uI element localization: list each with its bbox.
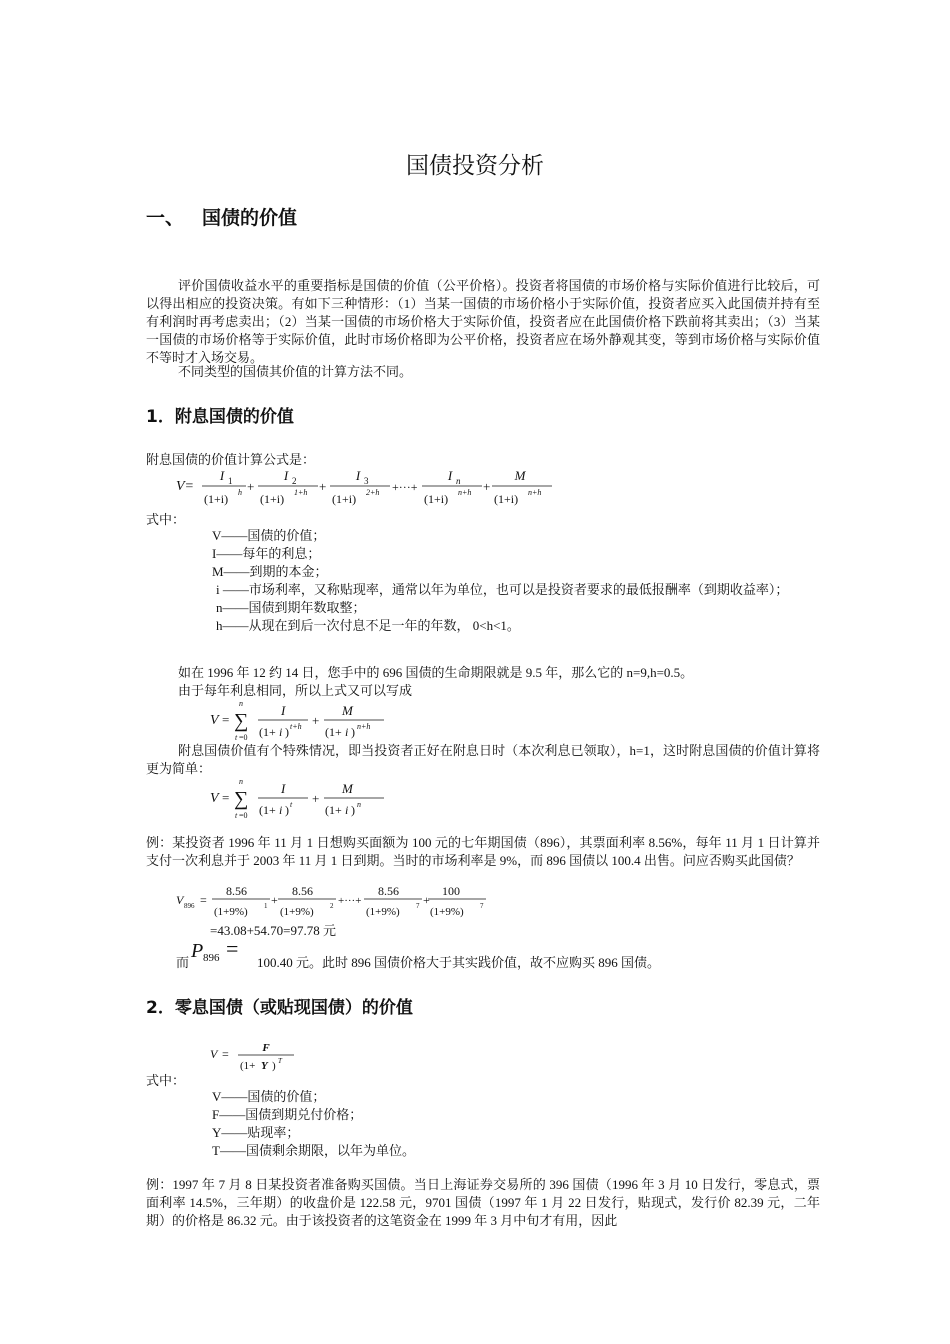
denominator: (1+9%)	[366, 906, 400, 918]
exponent: h	[238, 488, 242, 497]
numerator: M	[342, 781, 353, 796]
variable-definitions	[212, 527, 820, 635]
formula-intro: 附息国债的价值计算公式是：	[146, 452, 316, 467]
numerator: 8.56	[226, 884, 247, 898]
page-title: 国债投资分析	[406, 153, 544, 179]
denominator: (1+i)	[494, 492, 519, 506]
summation-formula	[208, 698, 408, 746]
def-y: Y——贴现率；	[212, 1125, 300, 1140]
def-v: V——国债的价值；	[212, 528, 326, 543]
example-2-paragraph: 例：某投资者 1996 年 11 月 1 日想购买面额为 100 元的七年期国债（896），其票面利率 8.56%，每年 11 月 1 日计算并支付一次利息并于 2003 年 11 月 1 日到期。当时的市场利率是 9%，而 896 国债以 100.4 出售。问应否购买此国债？	[146, 835, 820, 868]
def-h: h——从现在到后一次付息不足一年的年数， 0<h<1。	[216, 618, 520, 633]
denominator: (1+i)	[204, 492, 229, 506]
numerator: I	[281, 781, 286, 796]
example-paragraph: 如在 1996 年 12 约 14 日，您手中的 696 国债的生命期限就是 9.5 年，那么它的 n=9,h=0.5。	[178, 665, 694, 680]
variable-definitions-2	[212, 1088, 415, 1160]
where-label-2: 式中：	[146, 1073, 186, 1088]
equals-sign: =	[200, 893, 207, 907]
sum-lower-limit: t	[235, 733, 238, 742]
calculation-result: =43.08+54.70=97.78 元	[210, 923, 336, 938]
plus-sign: +	[483, 479, 491, 494]
section-heading-1	[146, 203, 297, 230]
subscript: 3	[364, 476, 369, 486]
intro-paragraph: 评价国债收益水平的重要指标是国债的价值（公平价格）。投资者将国债的市场价格与实际价值进行比较后，可以得出相应的投资决策。有如下三种情形：（1）当某一国债的市场价格小于实际价值，投资者应买入此国债并持有至有利润时再考虑卖出；（2）当某一国债的市场价格大于实际价值，投资者应在此国债价格下跌前将其卖出；（3）当某一国债的市场价格等于实际价值，此时市场价格即为公平价格，投资者应在场外静观其变，等到市场价格与实际价值不等时才入场交易。	[146, 278, 820, 365]
subscript: 1	[228, 476, 233, 486]
intro-paragraph-2: 不同类型的国债其价值的计算方法不同。	[178, 364, 413, 379]
sum-upper-limit: n	[239, 777, 243, 786]
def-n: n——国债到期年数取整；	[216, 600, 366, 615]
coupon-bond-value-formula	[174, 466, 574, 512]
denominator: )	[272, 1060, 276, 1072]
formula-lhs: V	[210, 791, 219, 806]
denominator: Y	[261, 1060, 268, 1072]
simplify-paragraph: 由于每年利息相同，所以上式又可以写成	[178, 683, 413, 698]
def-t: T——国债剩余期限，以年为单位。	[212, 1143, 415, 1158]
numerator: I	[283, 468, 289, 483]
exponent: 2	[330, 902, 334, 910]
where-label: 式中：	[146, 512, 186, 527]
def-f: F——国债到期兑付价格；	[212, 1107, 363, 1122]
denominator: i	[279, 803, 283, 817]
plus-sign: +	[312, 791, 320, 806]
exponent: n+h	[458, 488, 472, 497]
exponent: T	[278, 1057, 282, 1065]
plus-sign: +	[319, 479, 327, 494]
subscript: 896	[184, 902, 195, 910]
ellipsis: +···+	[392, 480, 418, 494]
exponent: t	[290, 800, 293, 809]
numerator: M	[514, 468, 526, 483]
price-subscript: 896	[203, 952, 220, 964]
denominator: (1+	[259, 803, 276, 817]
denominator: i	[345, 725, 349, 739]
denominator: (1+	[325, 803, 342, 817]
denominator: (1+	[325, 725, 342, 739]
price-symbol: P	[191, 940, 204, 962]
exponent: n+h	[528, 488, 542, 497]
equals-sign: =	[222, 1047, 229, 1061]
sigma-symbol: ∑	[234, 788, 249, 810]
denominator: (1+	[240, 1060, 256, 1072]
numerator: I	[355, 468, 361, 483]
denominator: (1+i)	[424, 492, 449, 506]
denominator: (1+i)	[260, 492, 285, 506]
summation-formula-special	[208, 776, 388, 824]
def-m: M——到期的本金；	[212, 564, 328, 579]
plus-sign: +	[271, 893, 278, 907]
denominator: )	[285, 725, 289, 739]
numerator: I	[447, 468, 453, 483]
denominator: (1+i)	[332, 492, 357, 506]
numerator: 8.56	[292, 884, 313, 898]
sum-lower-limit: =0	[239, 733, 248, 742]
sum-lower-limit: t	[235, 811, 238, 820]
def-i-interest: I——每年的利息；	[212, 546, 321, 561]
formula-lhs: V	[176, 893, 184, 907]
formula-lhs: V=	[176, 479, 194, 494]
section-title: 国债的价值	[202, 207, 298, 229]
denominator: i	[345, 803, 349, 817]
denominator: (1+	[259, 725, 276, 739]
ellipsis: +···+	[338, 895, 362, 907]
exponent: 7	[480, 902, 484, 910]
denominator: (1+9%)	[430, 906, 464, 918]
exponent: 7	[416, 902, 420, 910]
conclusion-prefix: 而	[176, 955, 190, 970]
sum-lower-limit: =0	[239, 811, 248, 820]
exponent: n	[357, 800, 361, 809]
denominator: i	[279, 725, 283, 739]
subsection-heading-1: 1．附息国债的价值	[146, 407, 294, 427]
equals-sign: =	[222, 790, 230, 805]
formula-lhs: V	[210, 1047, 218, 1061]
plus-sign: +	[247, 479, 255, 494]
zero-coupon-value-formula	[208, 1038, 318, 1074]
denominator: (1+9%)	[214, 906, 248, 918]
denominator: )	[285, 803, 289, 817]
conclusion-text: 100.40 元。此时 896 国债价格大于其实践价值，故不应购买 896 国债。	[257, 955, 661, 970]
example-calculation-formula	[174, 882, 504, 922]
numerator: I	[281, 703, 286, 718]
subscript: 2	[292, 476, 297, 486]
plus-sign: +	[423, 893, 430, 907]
equals-sign: =	[222, 712, 230, 727]
equals-sign: =	[226, 936, 239, 961]
sigma-symbol: ∑	[234, 710, 249, 732]
subscript: n	[456, 476, 461, 486]
subsection-heading-2: 2．零息国债（或贴现国债）的价值	[146, 998, 413, 1018]
numerator: I	[219, 468, 225, 483]
denominator: )	[351, 725, 355, 739]
exponent: 1	[264, 902, 268, 910]
exponent: n+h	[357, 722, 371, 731]
exponent: 1+h	[294, 488, 308, 497]
formula-lhs: V	[210, 713, 219, 728]
example-3-paragraph: 例：1997 年 7 月 8 日某投资者准备购买国债。当日上海证券交易所的 396 国债（1996 年 3 月 10 日发行，零息式，票面利率 14.5%，三年期）的收盘价是 122.58 元，9701 国债（1997 年 1 月 22 日发行，贴现式，发行价 82.39 元，二年期）的价格是 86.32 元。由于该投资者的这笔资金在 1999 年 3 月中旬才有用，因此	[146, 1177, 820, 1228]
plus-sign: +	[312, 713, 320, 728]
exponent: 2+h	[366, 488, 380, 497]
exponent: t+h	[290, 722, 302, 731]
numerator: 100	[442, 884, 460, 898]
numerator: F	[262, 1042, 270, 1054]
numerator: M	[342, 703, 353, 718]
sum-upper-limit: n	[239, 699, 243, 708]
special-case-paragraph: 附息国债价值有个特殊情况，即当投资者正好在附息日时（本次利息已领取），h=1，这时附息国债的价值计算将更为简单：	[146, 743, 820, 776]
denominator: )	[351, 803, 355, 817]
def-v-2: V——国债的价值；	[212, 1089, 326, 1104]
numerator: 8.56	[378, 884, 399, 898]
section-number: 一、	[146, 207, 185, 229]
def-i-rate: i ——市场利率，又称贴现率，通常以年为单位，也可以是投资者要求的最低报酬率（到期收益率）；	[216, 582, 789, 597]
denominator: (1+9%)	[280, 906, 314, 918]
